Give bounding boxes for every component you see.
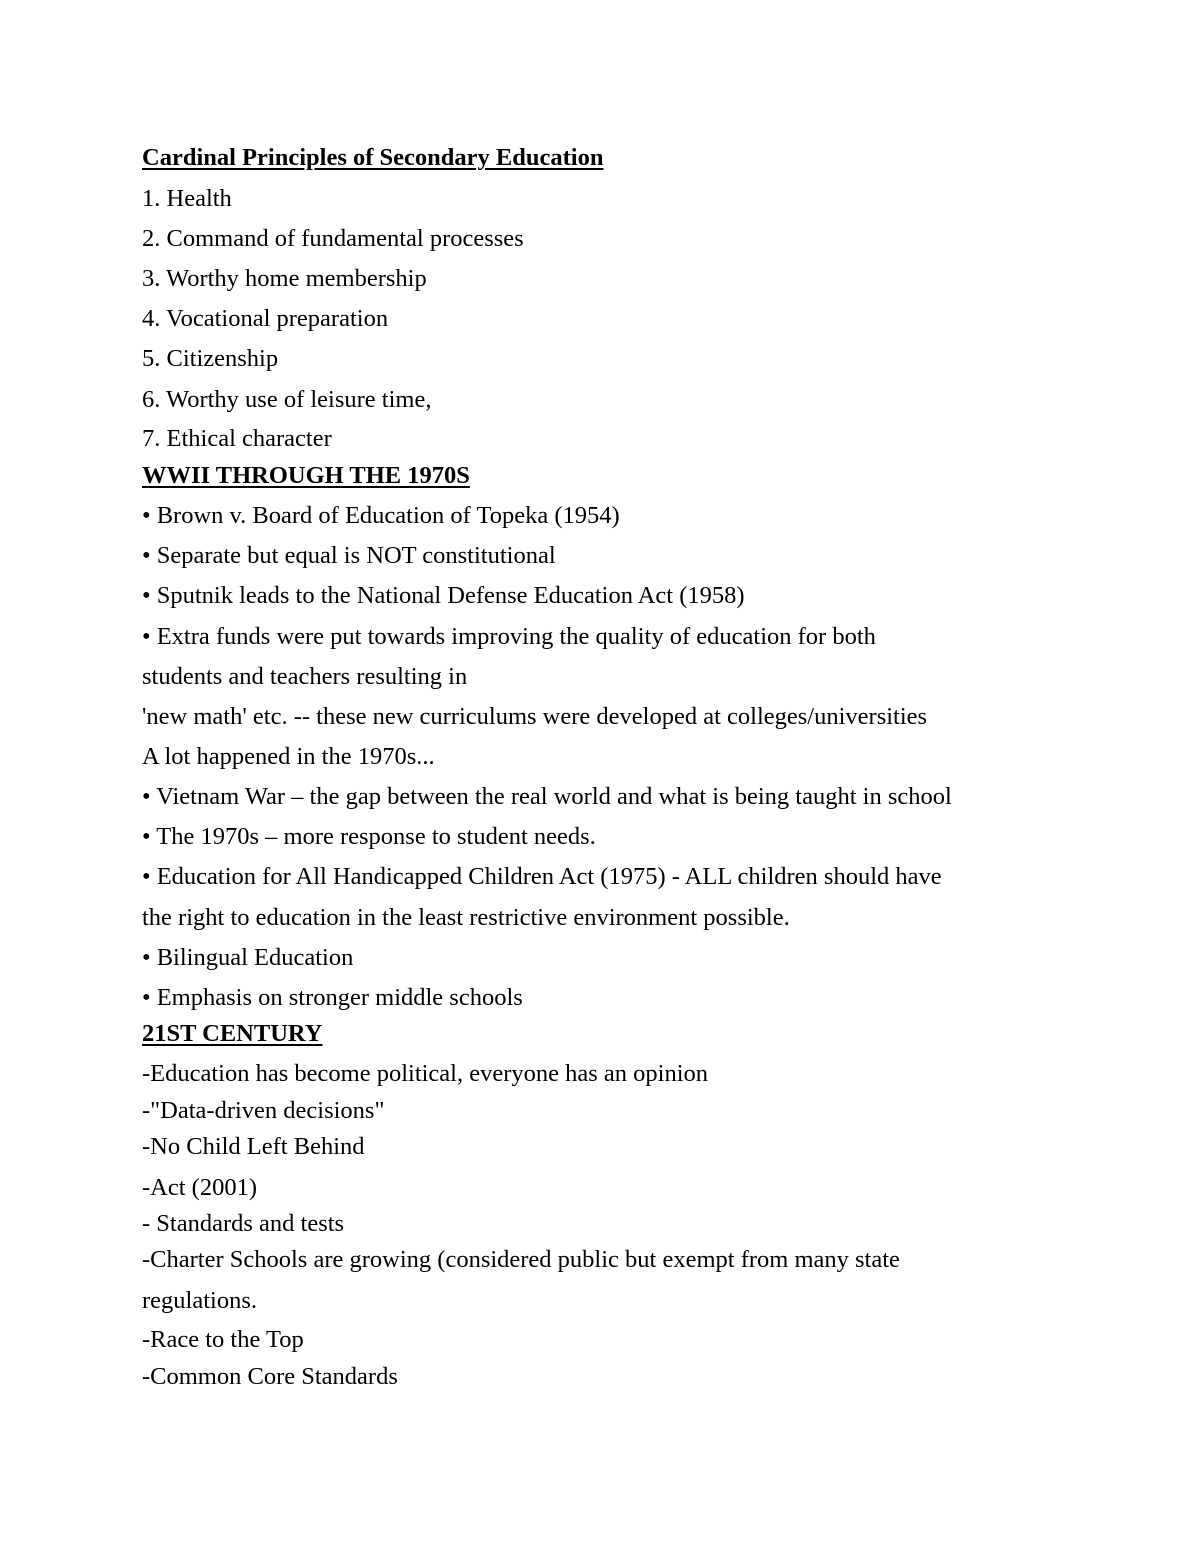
text-line: 'new math' etc. -- these new curriculums were developed at colleges/universities	[142, 703, 928, 730]
text-line: regulations.	[142, 1287, 257, 1314]
text-line: -Common Core Standards	[142, 1363, 398, 1390]
text-line: • Education for All Handicapped Children Act (1975) - ALL children should have	[142, 863, 942, 890]
list-item: 6. Worthy use of leisure time,	[142, 386, 432, 413]
text-line: • Emphasis on stronger middle schools	[142, 984, 523, 1011]
list-item: 3. Worthy home membership	[142, 265, 427, 292]
text-line: • Sputnik leads to the National Defense Education Act (1958)	[142, 582, 745, 609]
text-line: • Extra funds were put towards improving the quality of education for both	[142, 623, 876, 650]
text-line: the right to education in the least restrictive environment possible.	[142, 904, 790, 931]
text-line: • The 1970s – more response to student needs.	[142, 823, 596, 850]
list-item: 4. Vocational preparation	[142, 305, 389, 332]
section-heading-21st-century: 21ST CENTURY	[142, 1020, 323, 1047]
list-item: 7. Ethical character	[142, 425, 332, 452]
list-item: 1. Health	[142, 185, 232, 212]
section-heading-cardinal-principles: Cardinal Principles of Secondary Education	[142, 144, 604, 171]
list-item: 5. Citizenship	[142, 345, 279, 372]
text-line: • Separate but equal is NOT constitutional	[142, 542, 556, 569]
text-line: -Education has become political, everyone has an opinion	[142, 1060, 709, 1087]
text-line: -"Data-driven decisions"	[142, 1097, 385, 1124]
section-heading-wwii: WWII THROUGH THE 1970S	[142, 462, 470, 489]
text-line: • Vietnam War – the gap between the real world and what is being taught in school	[142, 783, 952, 810]
text-line: - Standards and tests	[142, 1210, 345, 1237]
text-line: -Act (2001)	[142, 1174, 257, 1201]
text-line: A lot happened in the 1970s...	[142, 743, 435, 770]
text-line: students and teachers resulting in	[142, 663, 468, 690]
text-line: • Brown v. Board of Education of Topeka (1954)	[142, 502, 620, 529]
text-line: -No Child Left Behind	[142, 1133, 365, 1160]
text-line: • Bilingual Education	[142, 944, 354, 971]
text-line: -Race to the Top	[142, 1326, 304, 1353]
list-item: 2. Command of fundamental processes	[142, 225, 524, 252]
text-line: -Charter Schools are growing (considered public but exempt from many state	[142, 1246, 900, 1273]
